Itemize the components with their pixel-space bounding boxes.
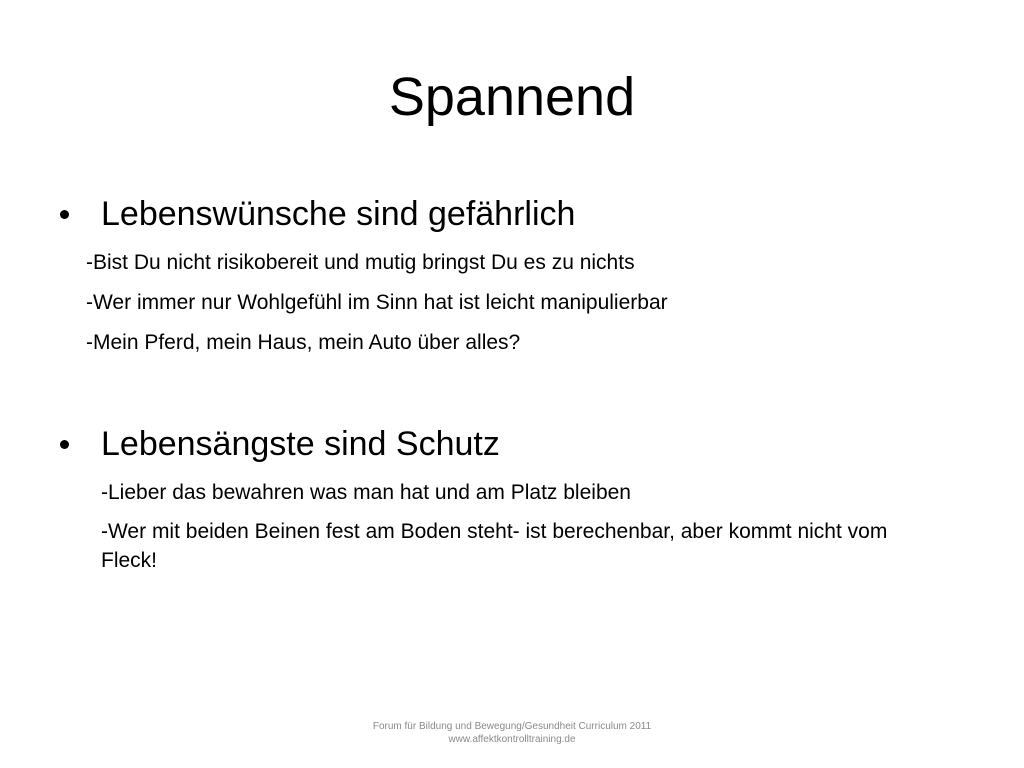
bullet-heading-row: [0, 190, 1024, 240]
bullet-section-fears: [0, 420, 1024, 585]
footer-website-text: www.affektkontrolltraining.de: [448, 734, 576, 745]
bullet-heading-row: [0, 420, 1024, 470]
bullet-heading: Lebensängste sind Schutz: [101, 425, 500, 463]
sub-point: -Mein Pferd, mein Haus, mein Auto über alles?: [86, 331, 521, 354]
sub-point-list: [0, 478, 1024, 575]
sub-point-list: [0, 248, 1024, 357]
bullet-dot-icon: [60, 210, 69, 219]
sub-point: -Lieber das bewahren was man hat und am Platz bleiben: [101, 481, 631, 504]
sub-point: -Wer immer nur Wohlgefühl im Sinn hat ist leicht manipulierbar: [86, 291, 668, 314]
bullet-dot-icon: [60, 440, 69, 449]
bullet-heading: Lebenswünsche sind gefährlich: [101, 195, 576, 233]
footer-course-text: Forum für Bildung und Bewegung/Gesundheit Curriculum 2011: [372, 721, 652, 732]
slide-title: Spannend: [388, 67, 636, 127]
sub-point: -Bist Du nicht risikobereit und mutig bringst Du es zu nichts: [86, 251, 635, 274]
sub-point: -Wer mit beiden Beinen fest am Boden steht- ist berechenbar, aber kommt nicht vom Fleck!: [101, 520, 888, 572]
bullet-section-wishes: [0, 190, 1024, 368]
slide-footer: [0, 720, 1024, 746]
